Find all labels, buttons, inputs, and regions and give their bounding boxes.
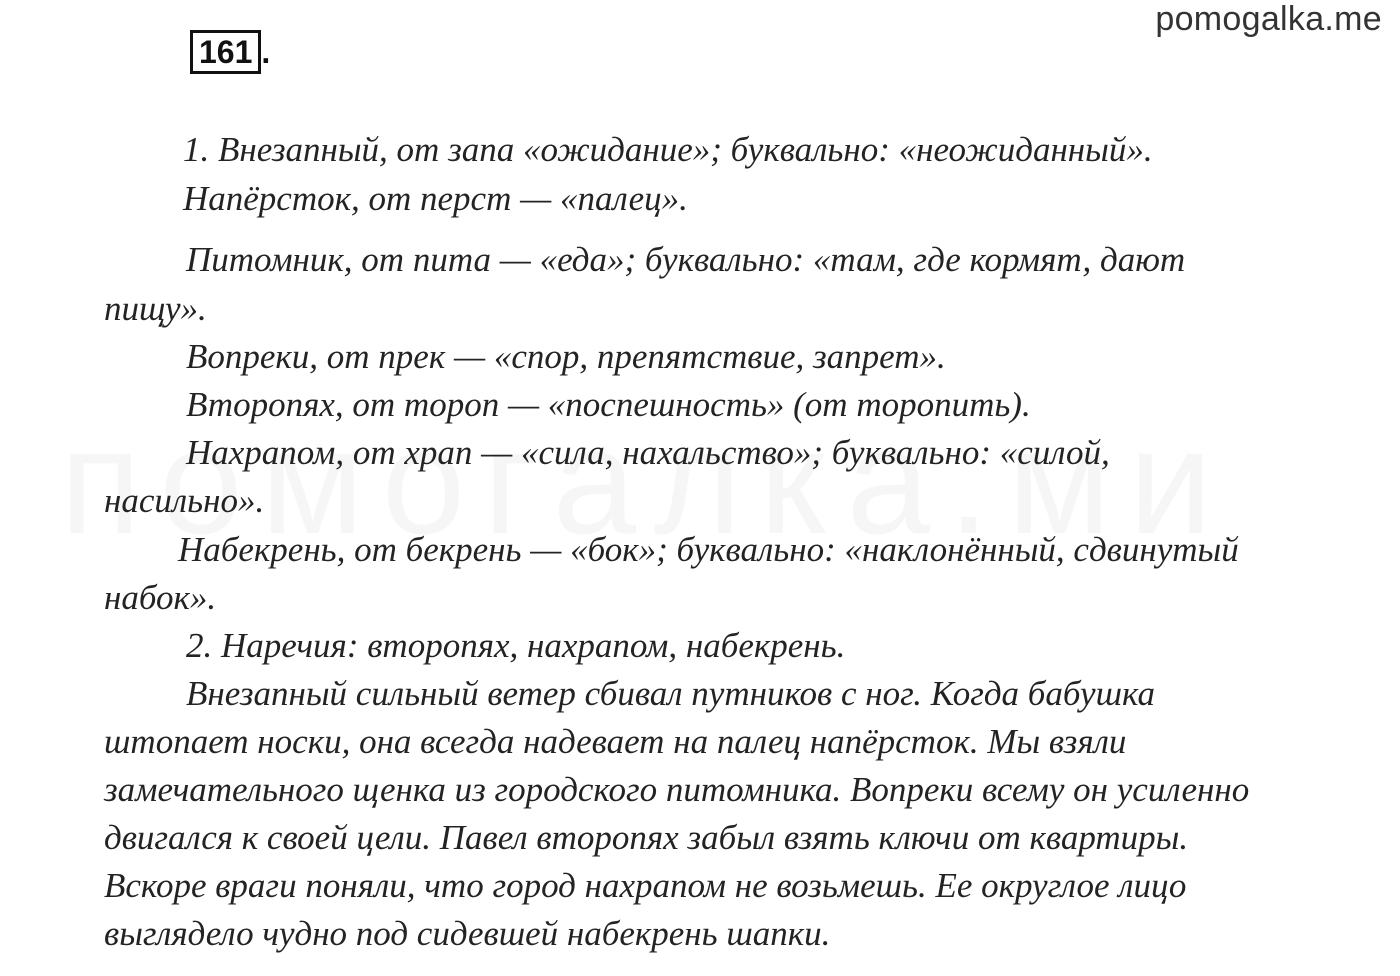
exercise-number-suffix: . [261,34,271,70]
text-line: Вопреки, от прек — «спор, препятствие, запрет». [186,337,946,376]
text-line: 1. Внезапный, от запа «ожидание»; буквально: «неожиданный». [183,130,1153,169]
text-line: Вскоре враги поняли, что город нахрапом не возьмешь. Ее округлое лицо [104,866,1187,905]
text-line: Второпях, от тороп — «поспешность» (от торопить). [186,385,1031,424]
text-line: набок». [104,578,217,617]
text-line: насильно». [104,481,265,520]
text-line: Нахрапом, от храп — «сила, нахальство»; буквально: «силой, [186,433,1110,472]
text-line: Внезапный сильный ветер сбивал путников с ног. Когда бабушка [186,674,1156,713]
site-watermark: pomogalka.me [1155,0,1382,38]
text-line: пищу». [104,289,207,328]
text-line: Набекрень, от бекрень — «бок»; буквально: «наклонённый, сдвинутый [178,530,1239,569]
text-line: двигался к своей цели. Павел второпях забыл взять ключи от квартиры. [104,818,1189,857]
text-line: 2. Наречия: второпях, нахрапом, набекрень. [186,626,846,665]
exercise-number-box: 161 [190,30,261,74]
text-line: Питомник, от пита — «еда»; буквально: «там, где кормят, дают [186,240,1186,279]
text-line: Напёрсток, от перст — «палец». [183,179,688,218]
text-line: штопает носки, она всегда надевает на палец напёрсток. Мы взяли [104,722,1127,761]
exercise-number [190,30,270,74]
text-line: замечательного щенка из городского питомника. Вопреки всему он усиленно [104,770,1250,809]
text-line: выглядело чудно под сидевшей набекрень шапки. [104,914,831,953]
